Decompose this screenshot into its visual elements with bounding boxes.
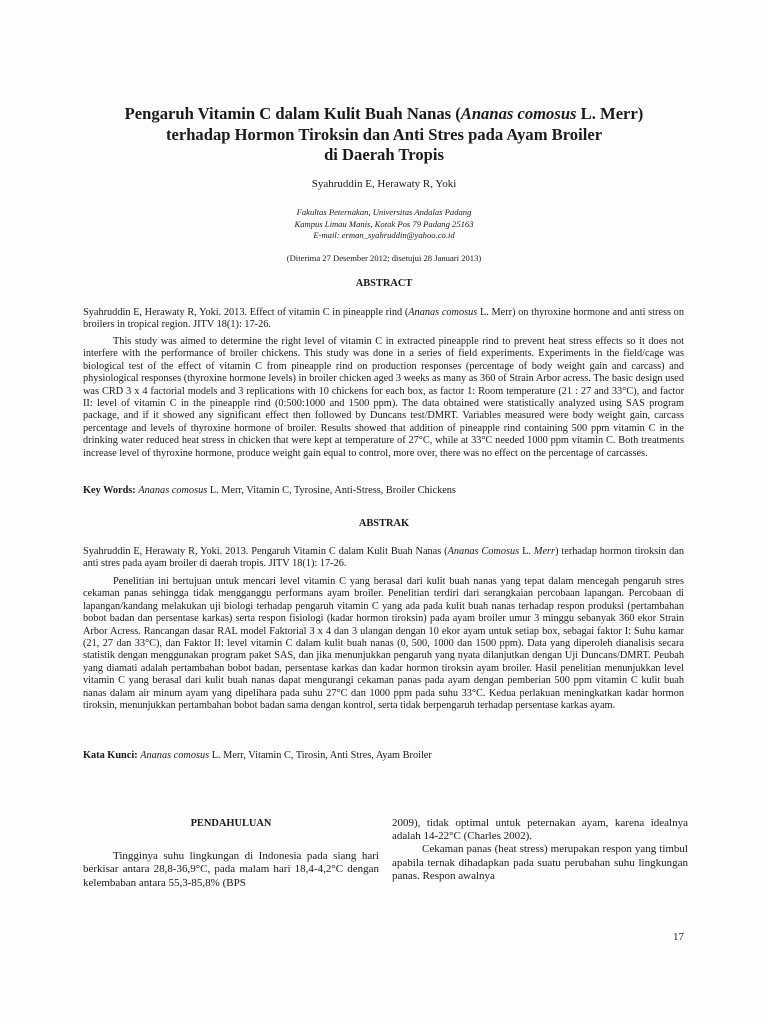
key-words: Key Words: Ananas comosus L. Merr, Vitamin C, Tyrosine, Anti-Stress, Broiler Chickens — [83, 485, 456, 496]
intro-paragraph-1: Tingginya suhu lingkungan di Indonesia pada siang hari berkisar antara 28,8-36,9°C, pada malam hari 18,4-4,2°C dengan kelembaban antara 55,3-85,8% (BPS — [83, 850, 379, 889]
species-name: Ananas comosus — [138, 485, 208, 496]
title-line-2: terhadap Hormon Tiroksin dan Anti Stres pada Ayam Broiler — [165, 124, 603, 144]
abstrak-citation: Syahruddin E, Herawaty R, Yoki. 2013. Pengaruh Vitamin C dalam Kulit Buah Nanas (Ananas Comosus L. Merr) terhadap hormon tiroksin dan anti stres pada ayam broiler di daerah tropis. JITV 18(1): 17-26. — [83, 546, 684, 570]
key-words-label: Key Words: — [83, 485, 136, 496]
species-name: Ananas comosus — [408, 307, 478, 318]
right-column — [392, 817, 688, 883]
kata-kunci: Kata Kunci: Ananas comosus L. Merr, Vitamin C, Tirosin, Anti Stres, Ayam Broiler — [83, 750, 432, 761]
affiliation-line-2: Kampus Limau Manis, Kotak Pos 79 Padang 25163 — [294, 218, 474, 229]
abstract-citation: Syahruddin E, Herawaty R, Yoki. 2013. Effect of vitamin C in pineapple rind (Ananas comosus L. Merr) on thyroxine hormone and anti stress on broilers in tropical region. JITV 18(1): 17-26. — [83, 307, 684, 331]
species-name: Ananas Comosus — [447, 546, 520, 557]
left-column — [83, 817, 379, 890]
abstrak-heading: ABSTRAK — [358, 518, 410, 529]
article-title — [80, 104, 688, 166]
species-name: Ananas comosus — [140, 750, 210, 761]
affiliation — [80, 207, 688, 242]
received-dates: (Diterima 27 Desember 2012; disetujui 28 Januari 2013) — [286, 253, 482, 263]
affiliation-email: E-mail: erman_syahruddin@yahoo.co.id — [313, 230, 455, 240]
author-list: Syahruddin E, Herawaty R, Yoki — [311, 178, 457, 190]
abstract-heading: ABSTRACT — [355, 278, 413, 289]
title-line-1: Pengaruh Vitamin C dalam Kulit Buah Nanas (Ananas comosus L. Merr) — [124, 104, 644, 123]
kata-kunci-label: Kata Kunci: — [83, 750, 138, 761]
pendahuluan-heading: PENDAHULUAN — [190, 818, 272, 829]
intro-paragraph-2: Cekaman panas (heat stress) merupakan respon yang timbul apabila ternak dihadapkan pada suatu perubahan suhu lingkungan panas. Respon awalnya — [392, 843, 688, 882]
title-species-name: Ananas comosus — [460, 104, 577, 123]
abstrak-body: Penelitian ini bertujuan untuk mencari level vitamin C yang berasal dari kulit buah nanas yang tepat dalam mencegah pengaruh stres cekaman panas sehingga tidak mengganggu performans ayam broiler. Penelitian terdiri dari serangkaian percobaan lapangan. Percobaan di lapangan/kandang melakukan uji biologi terhadap pengaruh vitamin C yang ada pada kulit buah nanas terhadap respon produksi (pertambahan bobot badan dan persentase karkas) serta respon fisiologi (kadar hormon tiroksin) pada ayam broiler umur 3 minggu sebanyak 360 ekor Strain Arbor Acress. Rancangan dasar RAL model Faktorial 3 x 4 dan 3 ulangan dengan 10 ekor ayam untuk setiap box, sebagai faktor I: Suhu kamar (21, 27 dan 33°C), dan Faktor II: level vitamin C dalam kulit buah nanas (0, 500, 1000 dan 1500 ppm). Data yang diperoleh dianalisis secara statistik dengan menggunakan program paket SAS, dan jika menunjukkan pengaruh yang nyata dilanjutkan dengan Uji Duncans/DMRT. Peubah yang diamati adalah pertambahan bobot badan, persentase karkas dan kadar hormon tiroksin ayam broiler. Hasil penelitian menunjukkan level vitamin C yang berasal dari kulit buah nanas dapat mengurangi cekaman panas pada ayam dengan pemberian 500 ppm vitamin C kulit buah nanas dalam air minum ayam yang dipelihara pada suhu 27°C dan 1000 ppm pada suhu 33°C. Kedua perlakuan meningkatkan kadar hormon tiroksin, menunjukkan pertambahan bobot badan sama dengan kontrol, serta tidak berpengaruh terhadap persentase karkas ayam. — [83, 576, 684, 712]
abstract-body: This study was aimed to determine the right level of vitamin C in extracted pineapple rind to prevent heat stress effects so it does not interfere with the performance of broiler chickens. This study was done in a series of field experiments. Experiments in the field/cage was biological test of the effect of vitamin C from pineapple rind on production responses (percentage of body weight gain and carcass) and physiological responses (thyroxine hormone levels) in broiler chicken aged 3 weeks as many as 360 of Strain Arbor acress. The basic design used was CRD 3 x 4 factorial models and 3 replications with 10 chickens for each box, as factor 1: Room temperature (21 : 27 and 33°C), and factor II: level of vitamin C in the pineapple rind (0:500:1000 and 1500 ppm). The data obtained were statistically analyzed using SAS program package, and if it showed any significant effect then followed by Duncans test/DMRT. Variables measured were body weight gain, carcass percentage and levels of thyroxine hormone of broiler. Results showed that addition of pineapple rind containing 500 ppm vitamin C in the drinking water reduced heat stress in chicken that were kept at temperature of 27°C, while at 33°C needed 1000 ppm vitamin C. Both treatments increase level of thyroxine hormone, produce weight gain equal to control, more over, there was no effect on the percentage of carcasses. — [83, 336, 684, 459]
intro-paragraph-continued: 2009), tidak optimal untuk peternakan ayam, karena idealnya adalah 14-22°C (Charles 2002). — [392, 817, 688, 843]
affiliation-line-1: Fakultas Peternakan, Universitas Andalas Padang — [296, 207, 472, 217]
title-line-3: di Daerah Tropis — [324, 145, 444, 164]
page-number: 17 — [673, 931, 684, 943]
